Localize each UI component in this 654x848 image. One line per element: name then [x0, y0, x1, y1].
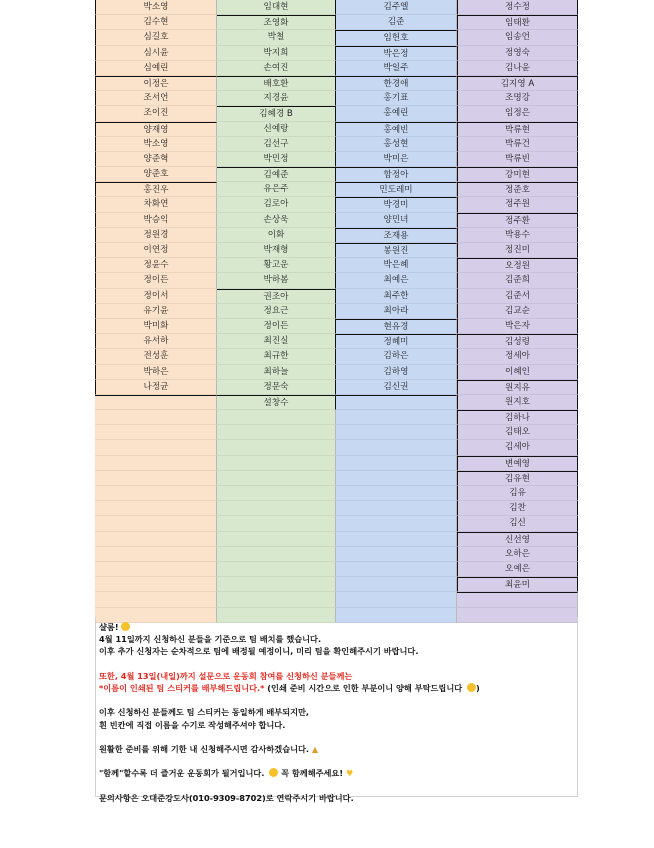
roster-cell[interactable]: 박은자 [457, 319, 578, 334]
roster-cell[interactable]: 정이서 [95, 289, 217, 304]
roster-cell[interactable] [217, 486, 336, 501]
roster-cell[interactable]: 정문숙 [217, 380, 336, 395]
roster-cell[interactable]: 박철 [217, 30, 336, 45]
roster-cell[interactable]: 박민정 [217, 152, 336, 167]
roster-cell[interactable]: 조명강 [457, 91, 578, 106]
roster-cell[interactable]: 황고운 [217, 258, 336, 273]
roster-cell[interactable]: 정수정 [457, 0, 578, 15]
roster-cell[interactable]: 변예영 [457, 456, 578, 471]
roster-cell[interactable] [95, 532, 217, 547]
roster-cell[interactable]: 박류건 [457, 137, 578, 152]
roster-cell[interactable]: 박소영 [95, 0, 217, 15]
roster-cell[interactable]: 이화 [217, 228, 336, 243]
roster-cell[interactable] [217, 577, 336, 592]
roster-cell[interactable]: 최진실 [217, 334, 336, 349]
note-line: 원활한 준비를 위해 기한 내 신청해주시면 감사하겠습니다. ▲ [99, 743, 319, 754]
note-highlight: 또한, 4월 13일(내일)까지 설문으로 운동회 참여를 신청하신 분들께는 [99, 670, 353, 681]
roster-cell[interactable] [217, 547, 336, 562]
roster-cell[interactable]: 최윤미 [457, 577, 578, 592]
smile-emoji-icon [467, 683, 476, 692]
roster-cell[interactable]: 정요근 [217, 304, 336, 319]
note-greeting: 샬롬! [99, 621, 574, 633]
praying-hands-icon: ▲ [311, 743, 319, 754]
roster-cell[interactable] [217, 532, 336, 547]
note-line: 흰 빈칸에 직접 이름을 수기로 작성해주셔야 합니다. [99, 719, 286, 730]
roster-cell[interactable] [95, 547, 217, 562]
roster-cell[interactable]: 임헌호 [336, 30, 457, 45]
roster-cell[interactable]: 박일주 [336, 61, 457, 76]
team-column-1 [95, 0, 217, 623]
roster-cell[interactable]: 박소영 [95, 137, 217, 152]
roster-cell[interactable]: 양민녀 [336, 213, 457, 228]
roster-cell[interactable]: 조영화 [217, 15, 336, 30]
note-line: "함께"할수록 더 즐거운 운동회가 될거입니다. 꼭 함께해주세요! ♥ [99, 768, 354, 779]
roster-cell[interactable]: 최규한 [217, 349, 336, 364]
roster-cell[interactable] [95, 562, 217, 577]
roster-cell[interactable] [95, 501, 217, 516]
roster-cell[interactable]: 양재영 [95, 122, 217, 137]
roster-cell[interactable]: 김태오 [457, 425, 578, 440]
roster-cell[interactable] [336, 592, 457, 607]
roster-cell[interactable]: 김지영 A [457, 76, 578, 91]
roster-cell[interactable]: 김혜경 B [217, 106, 336, 121]
roster-cell[interactable] [217, 592, 336, 607]
roster-cell[interactable]: 박은정 [336, 46, 457, 61]
roster-cell[interactable] [217, 516, 336, 531]
roster-cell[interactable] [336, 425, 457, 440]
roster-cell[interactable]: 정이든 [217, 319, 336, 334]
roster-cell[interactable] [336, 395, 457, 410]
roster-cell[interactable]: 신예랑 [217, 122, 336, 137]
roster-cell[interactable]: 김준서 [457, 289, 578, 304]
roster-cell[interactable]: 정세아 [457, 349, 578, 364]
roster-cell[interactable]: 전성훈 [95, 349, 217, 364]
roster-cell[interactable]: 김신권 [336, 380, 457, 395]
roster-cell[interactable] [217, 562, 336, 577]
roster-cell[interactable]: 심길호 [95, 30, 217, 45]
roster-cell[interactable]: 원지호 [457, 395, 578, 410]
roster-cell[interactable]: 설창수 [217, 395, 336, 410]
roster-cell[interactable]: 박지희 [217, 46, 336, 61]
roster-cell[interactable]: 신선영 [457, 532, 578, 547]
roster-cell[interactable]: 정이든 [95, 273, 217, 288]
roster-cell[interactable]: 오예은 [457, 562, 578, 577]
roster-cell[interactable]: 김나윤 [457, 61, 578, 76]
roster-cell[interactable]: 박재형 [217, 243, 336, 258]
roster-cell[interactable] [95, 577, 217, 592]
roster-cell[interactable]: 박하은 [95, 365, 217, 380]
team-column-4 [457, 0, 578, 623]
roster-cell[interactable]: 박용수 [457, 228, 578, 243]
roster-cell[interactable] [95, 471, 217, 486]
roster-cell[interactable] [217, 471, 336, 486]
roster-cell[interactable] [95, 486, 217, 501]
roster-cell[interactable]: 김하영 [336, 365, 457, 380]
smile-emoji-icon [121, 622, 130, 631]
note-line: 4월 11일까지 신청하신 분들을 기준으로 팀 배치를 했습니다. [99, 634, 322, 645]
roster-cell[interactable]: 김수현 [95, 15, 217, 30]
roster-cell[interactable] [336, 532, 457, 547]
roster-cell[interactable]: 오하은 [457, 547, 578, 562]
roster-cell[interactable]: 유은주 [217, 182, 336, 197]
roster-cell[interactable]: 김선구 [217, 137, 336, 152]
roster-cell[interactable] [95, 516, 217, 531]
roster-cell[interactable]: 강미현 [457, 167, 578, 182]
roster-cell[interactable] [217, 501, 336, 516]
roster-cell[interactable] [336, 471, 457, 486]
roster-cell[interactable]: 홍진우 [95, 182, 217, 197]
roster-cell[interactable]: 박승익 [95, 213, 217, 228]
roster-cell[interactable]: 최하늘 [217, 365, 336, 380]
roster-cell[interactable]: 이혜인 [457, 365, 578, 380]
roster-cell[interactable]: 오정원 [457, 258, 578, 273]
roster-cell[interactable]: 권조아 [217, 289, 336, 304]
roster-cell[interactable] [336, 501, 457, 516]
roster-cell[interactable]: 조서언 [95, 91, 217, 106]
roster-cell[interactable]: 박미은 [336, 152, 457, 167]
roster-cell[interactable]: 민도레미 [336, 182, 457, 197]
roster-cell[interactable]: 김준 [336, 15, 457, 30]
roster-cell[interactable] [457, 592, 578, 607]
roster-cell[interactable]: 박하봄 [217, 273, 336, 288]
roster-cell[interactable]: 홍성현 [336, 137, 457, 152]
note-sticker-line: *이름이 인쇄된 팀 스티커를 배부해드립니다.* (인쇄 준비 시간으로 인한 부분이니 양해 부탁드립니다 ) [99, 683, 480, 693]
roster-cell[interactable]: 김성령 [457, 334, 578, 349]
roster-cell[interactable]: 박류빈 [457, 152, 578, 167]
roster-cell[interactable]: 정영숙 [457, 46, 578, 61]
roster-cell[interactable]: 김로아 [217, 197, 336, 212]
roster-cell[interactable]: 정진미 [457, 243, 578, 258]
roster-cell[interactable]: 김예준 [217, 167, 336, 182]
team-column-3 [336, 0, 457, 623]
roster-cell[interactable] [336, 456, 457, 471]
roster-cell[interactable] [217, 456, 336, 471]
roster-cell[interactable]: 김유 [457, 486, 578, 501]
roster-cell[interactable]: 정원경 [95, 228, 217, 243]
roster-cell[interactable] [336, 562, 457, 577]
roster-cell[interactable] [95, 425, 217, 440]
roster-cell[interactable]: 차화연 [95, 197, 217, 212]
roster-cell[interactable]: 최예은 [336, 273, 457, 288]
roster-cell[interactable]: 박미화 [95, 319, 217, 334]
yellow-heart-icon: ♥ [345, 768, 354, 779]
announcement-notes [95, 617, 578, 803]
roster-cell[interactable]: 박경미 [336, 197, 457, 212]
roster-cell[interactable]: 박류현 [457, 122, 578, 137]
roster-cell[interactable]: 유기윤 [95, 304, 217, 319]
roster-cell[interactable]: 배호환 [217, 76, 336, 91]
roster-cell[interactable]: 김신 [457, 516, 578, 531]
roster-cell[interactable]: 원지유 [457, 380, 578, 395]
roster-cell[interactable] [336, 577, 457, 592]
roster-cell[interactable]: 현유경 [336, 319, 457, 334]
roster-cell[interactable] [336, 410, 457, 425]
note-contact: 문의사항은 오대준강도사(010-9309-8702)로 연락주시기 바랍니다. [99, 792, 354, 803]
roster-cell[interactable]: 양준호 [95, 167, 217, 182]
roster-cell[interactable]: 조재용 [336, 228, 457, 243]
smile-emoji-icon [269, 768, 278, 777]
roster-cell[interactable]: 나정균 [95, 380, 217, 395]
roster-cell[interactable]: 정혜미 [336, 334, 457, 349]
roster-cell[interactable]: 김주엘 [336, 0, 457, 15]
roster-cell[interactable]: 정준호 [457, 182, 578, 197]
roster-cell[interactable]: 한경애 [336, 76, 457, 91]
roster-cell[interactable]: 봉원진 [336, 243, 457, 258]
roster-cell[interactable]: 임정은 [457, 106, 578, 121]
team-column-2 [217, 0, 336, 623]
roster-cell[interactable]: 유서하 [95, 334, 217, 349]
roster-cell[interactable]: 홍기표 [336, 91, 457, 106]
roster-cell[interactable]: 손여진 [217, 61, 336, 76]
roster-cell[interactable] [95, 440, 217, 455]
roster-cell[interactable] [95, 456, 217, 471]
roster-cell[interactable] [336, 516, 457, 531]
roster-cell[interactable] [95, 395, 217, 410]
roster-cell[interactable]: 최주한 [336, 289, 457, 304]
roster-cell[interactable]: 이연정 [95, 243, 217, 258]
roster-cell[interactable]: 홍예빈 [336, 122, 457, 137]
roster-cell[interactable]: 함정아 [336, 167, 457, 182]
roster-cell[interactable]: 임태환 [457, 15, 578, 30]
roster-cell[interactable]: 심시윤 [95, 46, 217, 61]
roster-cell[interactable] [95, 410, 217, 425]
roster-cell[interactable]: 김교순 [457, 304, 578, 319]
roster-cell[interactable]: 심예린 [95, 61, 217, 76]
note-line: 이후 추가 신청자는 순차적으로 팀에 배정될 예정이니, 미리 팀을 확인해주시기 바랍니다. [99, 646, 419, 657]
roster-cell[interactable]: 박은혜 [336, 258, 457, 273]
roster-cell[interactable]: 이정은 [95, 76, 217, 91]
roster-cell[interactable]: 양준혁 [95, 152, 217, 167]
roster-cell[interactable]: 손상욱 [217, 213, 336, 228]
roster-cell[interactable] [217, 440, 336, 455]
roster-cell[interactable]: 정윤수 [95, 258, 217, 273]
roster-cell[interactable]: 지경윤 [217, 91, 336, 106]
roster-cell[interactable]: 임대현 [217, 0, 336, 15]
roster-cell[interactable] [336, 440, 457, 455]
roster-cell[interactable]: 김찬 [457, 501, 578, 516]
roster-cell[interactable] [95, 592, 217, 607]
roster-cell[interactable]: 정주환 [457, 213, 578, 228]
roster-cell[interactable]: 정주원 [457, 197, 578, 212]
roster-cell[interactable]: 김하나 [457, 410, 578, 425]
note-line: 이후 신청하신 분들께도 팀 스티커는 동일하게 배부되지만, [99, 707, 310, 718]
roster-cell[interactable]: 임송언 [457, 30, 578, 45]
roster-cell[interactable] [336, 486, 457, 501]
roster-cell[interactable]: 김유현 [457, 471, 578, 486]
roster-cell[interactable] [217, 410, 336, 425]
roster-cell[interactable]: 조이진 [95, 106, 217, 121]
roster-cell[interactable]: 김준희 [457, 273, 578, 288]
roster-cell[interactable]: 김세아 [457, 440, 578, 455]
roster-cell[interactable] [217, 425, 336, 440]
roster-cell[interactable]: 홍예린 [336, 106, 457, 121]
roster-cell[interactable]: 김하은 [336, 349, 457, 364]
roster-cell[interactable] [336, 547, 457, 562]
roster-cell[interactable]: 최아라 [336, 304, 457, 319]
